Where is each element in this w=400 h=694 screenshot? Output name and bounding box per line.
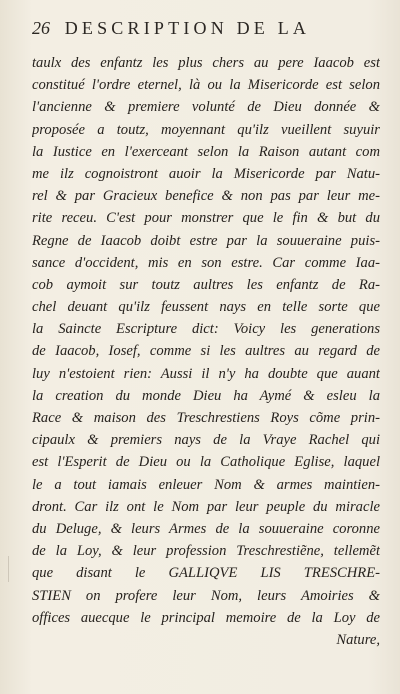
text-line: luy n'estoient rien: Aussi il n'y ha doubte que auant — [32, 365, 380, 382]
text-line: me ilz cognoistront auoir la Misericorde par Natu- — [32, 165, 380, 182]
text-line: est l'Esperit de Dieu ou la Catholique Eglise, laquel — [32, 454, 380, 471]
text-line: de Iaacob, Iosef, comme si les aultres au regard de — [32, 343, 380, 360]
text-line: taulx des enfantz les plus chers au pere Iaacob est — [32, 55, 380, 71]
text-line: dront. Car ilz ont le Nom par leur peuple du miracle — [32, 498, 380, 515]
body-text — [32, 52, 380, 651]
text-line: rel & par Gracieux benefice & non pas par leur me- — [32, 188, 380, 205]
text-line: du Deluge, & leurs Armes de la souueraine coronne — [32, 520, 380, 537]
text-line: offices auecque le principal memoire de la Loy de — [32, 609, 380, 626]
text-line: que disant le GALLIQVE LIS TRESCHRE- — [32, 565, 380, 582]
text-line: sance d'occident, mis en son estre. Car comme Iaa- — [32, 254, 380, 271]
text-line: la Saincte Escripture dict: Voicy les generations — [32, 321, 380, 338]
text-line: cob aymoit sur toutz aultres les enfantz de Ra- — [32, 276, 380, 293]
text-line: cipaulx & premiers nays de la Vraye Rachel qui — [32, 432, 380, 449]
text-line: proposée a toutz, moyennant qu'ilz vueillent suyuir — [32, 121, 380, 138]
text-line: de la Loy, & leur profession Treschrestiẽne, tellemẽt — [32, 543, 380, 560]
text-line: chel deuant qu'ilz feussent nays en telle sorte que — [32, 299, 380, 316]
text-line: la Iustice en l'exerceant selon la Raison autant com — [32, 143, 380, 160]
text-line: STIEN on profere leur Nom, leurs Amoiries & — [32, 587, 380, 604]
text-line: l'ancienne & premiere volunté de Dieu donnée & — [32, 99, 380, 116]
text-line-catchword: Nature, — [336, 631, 380, 648]
running-title: DESCRIPTION DE LA — [64, 18, 311, 38]
gutter-mark — [8, 556, 27, 582]
text-line: Race & maison des Treschrestiens Roys cõme prin- — [32, 410, 380, 426]
text-line: constitué l'ordre eternel, là ou la Misericorde est selon — [32, 77, 380, 94]
text-line: rite receu. C'est pour monstrer que le fin & but du — [32, 210, 380, 227]
page-number: 26 — [32, 18, 50, 38]
text-line: la creation du monde Dieu ha Aymé & esleu la — [32, 387, 380, 404]
text-line: Regne de Iaacob doibt estre par la souueraine puis- — [32, 232, 380, 249]
running-header — [32, 18, 380, 46]
text-line: le a tout iamais enleuer Nom & armes maintien- — [32, 476, 380, 493]
